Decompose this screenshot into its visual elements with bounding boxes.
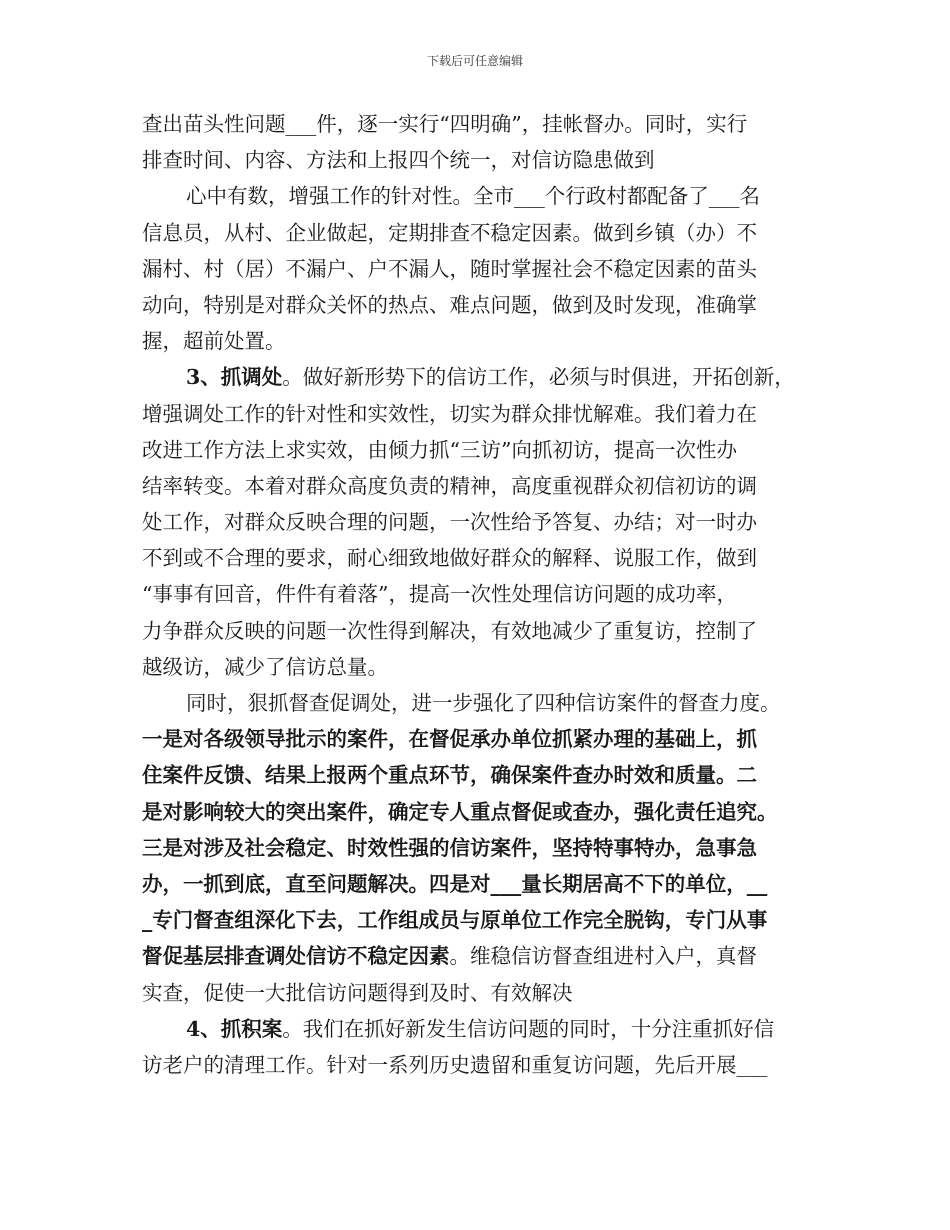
bold-text-line: 是对影响较大的突出案件，确定专人重点督促或查办，强化责任追究。 [142, 799, 778, 824]
text-line: 查出苗头性问题___件，逐一实行“四明确”，挂帐督办。同时，实行 [142, 112, 748, 136]
header-text: 下载后可任意编辑 [426, 54, 523, 68]
text-line: 结率转变。本着对群众高度负责的精神，高度重视群众初信初访的调 [142, 473, 757, 498]
text-line: 漏村、村（居）不漏户、户不漏人，随时掌握社会不稳定因素的苗头 [142, 256, 757, 281]
text-line: 握，超前处置。 [142, 329, 286, 354]
text-line: 越级访，减少了信访总量。 [142, 654, 388, 679]
text-line: 排查时间、内容、方法和上报四个统一，对信访隐患做到 [142, 148, 655, 173]
bold-text-line: 一是对各级领导批示的案件，在督促承办单位抓紧办理的基础上，抓 [142, 727, 757, 752]
text-line: 访老户的清理工作。针对一系列历史遗留和重复访问题，先后开展___ [142, 1052, 768, 1077]
text-line: 不到或不合理的要求，耐心细致地做好群众的解释、说服工作，做到 [142, 546, 757, 571]
section-heading-line [142, 1011, 814, 1047]
text-line: 信息员，从村、企业做起，定期排查不稳定因素。做到乡镇（办）不 [142, 220, 757, 245]
bold-text-line: 住案件反馈、结果上报两个重点环节，确保案件查办时效和质量。二 [142, 763, 757, 788]
section-heading: 3、抓调处 [186, 365, 283, 390]
section-heading: 4、抓积案 [186, 1016, 283, 1041]
document-body [142, 106, 814, 1083]
mixed-text-line [142, 938, 814, 974]
text-line: 力争群众反映的问题一次性得到解决，有效地减少了重复访，控制了 [142, 618, 757, 643]
text-line: 改进工作方法上求实效，由倾力抓“三访”向抓初访，提高一次性办 [142, 437, 737, 462]
text-line: 增强调处工作的针对性和实效性，切实为群众排忧解难。我们着力在 [142, 401, 757, 426]
text-line: 同时，狠抓督查促调处，进一步强化了四种信访案件的督查力度。 [186, 691, 781, 715]
text-line: 动向，特别是对群众关怀的热点、难点问题，做到及时发现，准确掌 [142, 292, 757, 317]
text-line: 实查，促使一大批信访问题得到及时、有效解决 [142, 980, 573, 1005]
text-line: 心中有数，增强工作的针对性。全市___个行政村都配备了___名 [186, 184, 760, 209]
text-line: 处工作，对群众反映合理的问题，一次性给予答复、办结；对一时办 [142, 510, 757, 535]
bold-segment: 督促基层排查调处信访不稳定因素 [142, 944, 450, 969]
text-segment: 。做好新形势下的信访工作，必须与时俱进，开拓创新， [282, 365, 795, 390]
text-segment: 。维稳信访督查组进村入户，真督 [449, 944, 757, 969]
text-line: “事事有回音，件件有着落”，提高一次性处理信访问题的成功率， [142, 582, 737, 607]
page-header [0, 53, 950, 69]
text-segment: 。我们在抓好新发生信访问题的同时，十分注重抓好信 [282, 1016, 775, 1041]
bold-text-line: 办，一抓到底，直至问题解决。四是对___量长期居高不下的单位，__ [142, 871, 768, 896]
section-heading-line [142, 359, 814, 395]
bold-text-line: 三是对涉及社会稳定、时效性强的信访案件，坚持特事特办，急事急 [142, 835, 757, 860]
bold-text-line: _专门督查组深化下去，工作组成员与原单位工作完全脱钩，专门从事 [142, 908, 768, 933]
